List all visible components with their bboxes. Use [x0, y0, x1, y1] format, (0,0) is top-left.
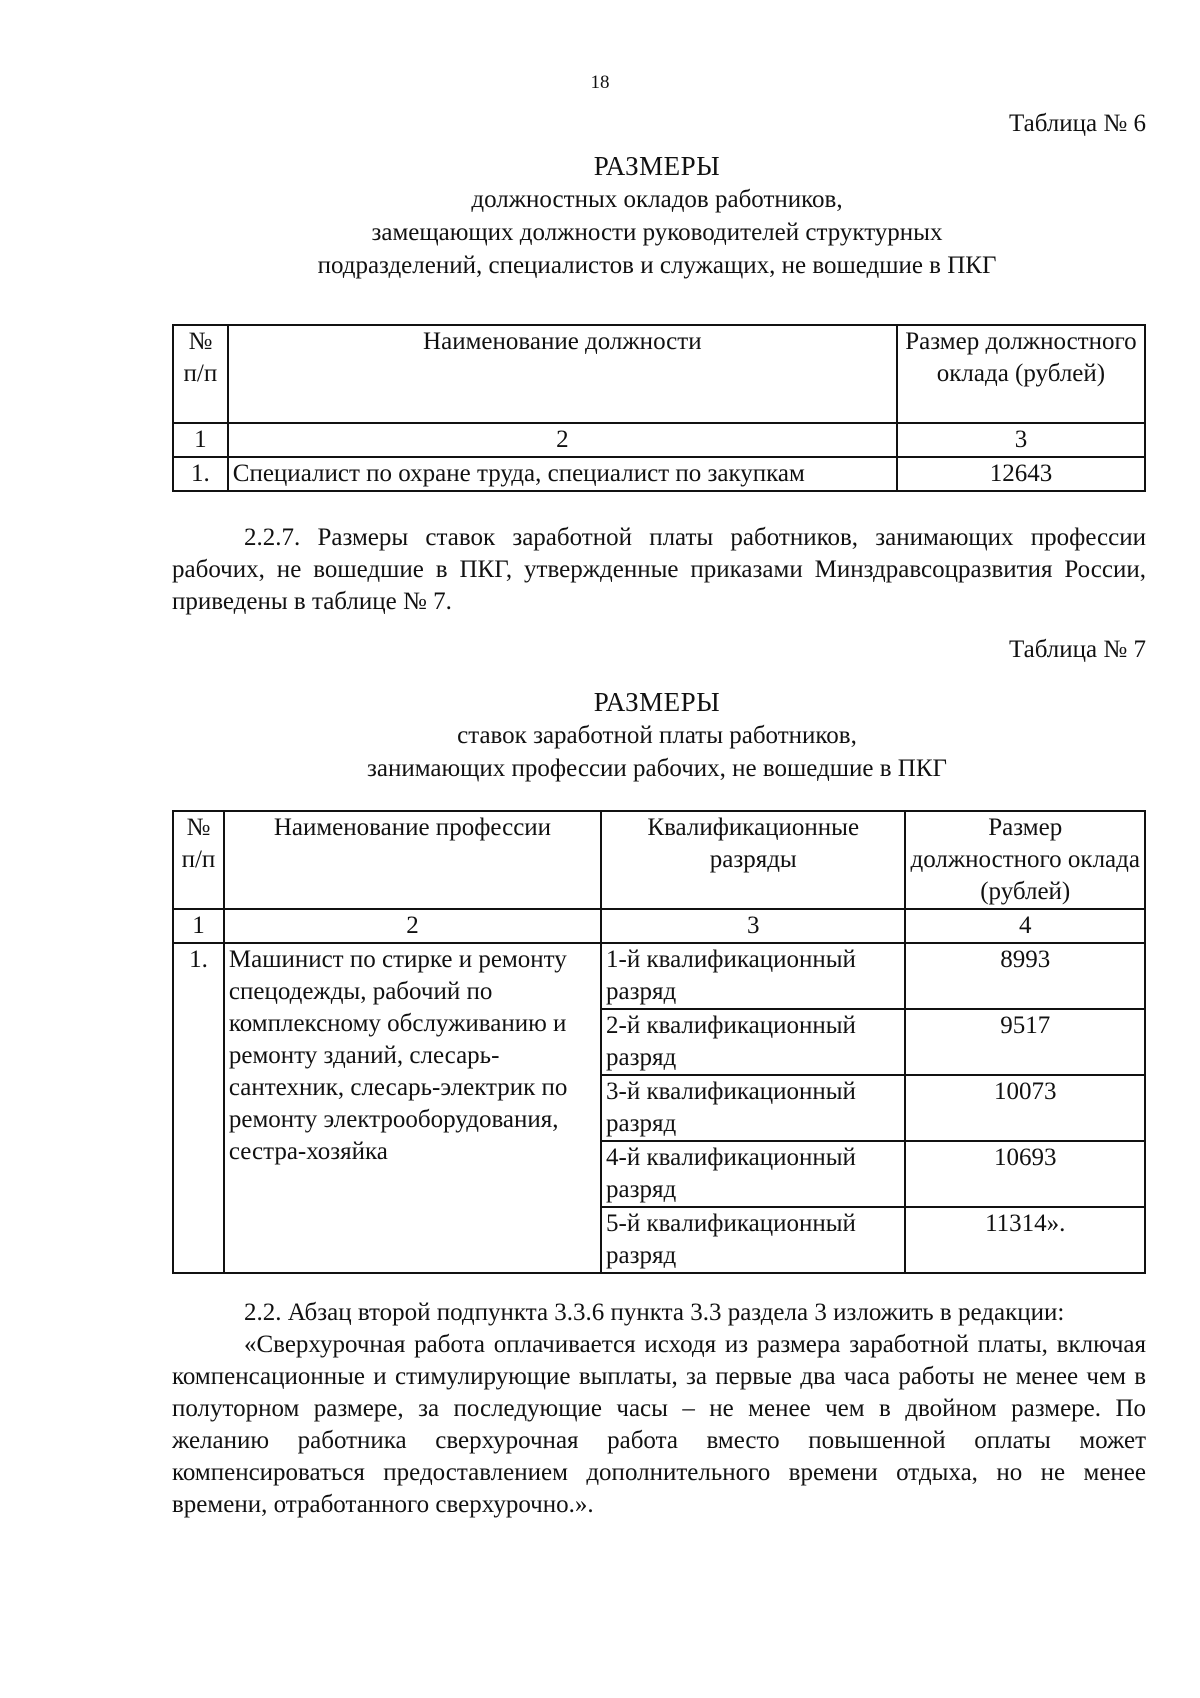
table7-title: РАЗМЕРЫ [593, 687, 721, 717]
table6-header-name: Наименование должности [228, 325, 897, 423]
table6-header-salary: Размер должностного оклада (рублей) [897, 325, 1145, 423]
table7-salary: 10693 [905, 1141, 1145, 1207]
table6-header-num: № п/п [173, 325, 228, 423]
table7 [172, 810, 1146, 1274]
page-number: 18 [590, 72, 610, 93]
paragraph-quote: «Сверхурочная работа оплачивается исходя из размера заработной платы, включая компенсационные и стимулирующие выплаты, за первые два часа работы не менее чем в полуторном размере, за последующие часы – не менее чем в двойном размере. По желанию работника сверхурочная работа вместо повышенной оплаты может компенсироваться предоставлением дополнительного времени отдыха, но не менее времени, отработанного сверхурочно.». [172, 1331, 1146, 1518]
table7-row-num: 1. [173, 943, 224, 1273]
table6-heading [170, 150, 1144, 282]
table7-salary: 10073 [905, 1075, 1145, 1141]
table7-colnum: 3 [601, 909, 905, 943]
table6-header-row [173, 325, 1145, 423]
table7-subtitle-line: занимающих профессии рабочих, не вошедшие в ПКГ [367, 755, 947, 782]
table6-title: РАЗМЕРЫ [593, 151, 721, 181]
paragraph-2-2-7: 2.2.7. Размеры ставок заработной платы работников, занимающих профессии рабочих, не вошедшие в ПКГ, утвержденные приказами Минздравсоцразвития России, приведены в таблице № 7. [172, 524, 1146, 615]
table7-colnum-row [173, 909, 1145, 943]
table7-salary: 8993 [905, 943, 1145, 1009]
table7-colnum: 2 [224, 909, 601, 943]
table7-grade: 2-й квалификационный разряд [601, 1009, 905, 1075]
table7-grade: 5-й квалификационный разряд [601, 1207, 905, 1273]
table6-subtitle-line: должностных окладов работников, [471, 186, 843, 213]
table7-header-name: Наименование профессии [224, 811, 601, 909]
table7-header-grades: Квалификационные разряды [601, 811, 905, 909]
table-row [173, 457, 1145, 491]
table7-colnum: 1 [173, 909, 224, 943]
paragraph-2-2: 2.2. Абзац второй подпункта 3.3.6 пункта 3.3 раздела 3 изложить в редакции: [244, 1299, 1065, 1326]
table7-salary: 9517 [905, 1009, 1145, 1075]
table7-profession: Машинист по стирке и ремонту спецодежды, рабочий по комплексному обслуживанию и ремонту зданий, слесарь-сантехник, слесарь-электрик по ремонту электрооборудования, сестра-хозяйка [224, 943, 601, 1273]
table7-header-num: № п/п [173, 811, 224, 909]
table6-subtitle-line: замещающих должности руководителей структурных [371, 219, 943, 246]
table7-colnum: 4 [905, 909, 1145, 943]
table7-header-salary: Размер должностного оклада (рублей) [905, 811, 1145, 909]
table6-colnum: 3 [897, 423, 1145, 457]
table6-label: Таблица № 6 [1008, 110, 1146, 137]
table7-heading [170, 686, 1144, 785]
table6-subtitle-line: подразделений, специалистов и служащих, не вошедшие в ПКГ [317, 252, 997, 279]
table7-label: Таблица № 7 [1008, 636, 1146, 663]
table6-colnum-row [173, 423, 1145, 457]
table6-row-name: Специалист по охране труда, специалист по закупкам [228, 457, 897, 491]
table7-subtitle-line: ставок заработной платы работников, [457, 722, 857, 749]
table7-grade: 4-й квалификационный разряд [601, 1141, 905, 1207]
table6-row-salary: 12643 [897, 457, 1145, 491]
table-row [173, 943, 1145, 1009]
table7-header-row [173, 811, 1145, 909]
table7-grade: 3-й квалификационный разряд [601, 1075, 905, 1141]
table6-colnum: 1 [173, 423, 228, 457]
table7-grade: 1-й квалификационный разряд [601, 943, 905, 1009]
table7-salary: 11314». [905, 1207, 1145, 1273]
table6-colnum: 2 [228, 423, 897, 457]
table6 [172, 324, 1146, 492]
table6-row-num: 1. [173, 457, 228, 491]
amendment-block [172, 1297, 1146, 1521]
